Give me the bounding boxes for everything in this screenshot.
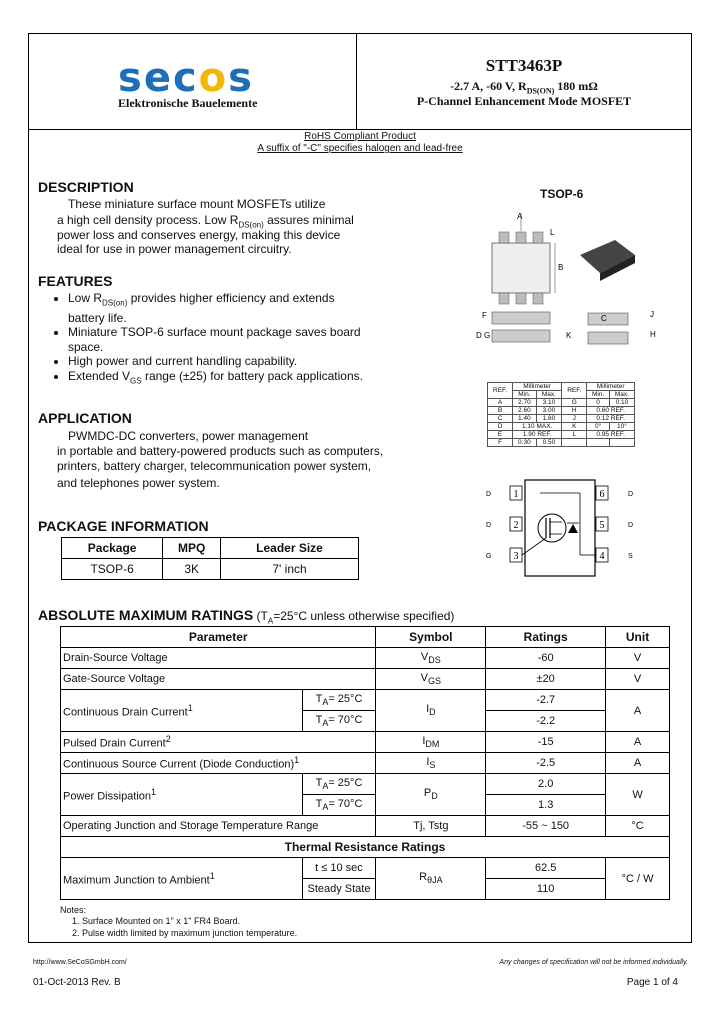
pin-number: 5 bbox=[599, 520, 605, 531]
table-header-cell: Unit bbox=[606, 627, 670, 648]
package-info-table bbox=[61, 537, 359, 580]
package-diagram-title: TSOP-6 bbox=[540, 187, 584, 201]
note-2: 2. Pulse width limited by maximum junction temperature. bbox=[72, 928, 298, 938]
table-row: Steady State 110 bbox=[61, 879, 670, 900]
part-number: STT3463P bbox=[485, 56, 563, 75]
table-header-row bbox=[61, 627, 670, 648]
brand-logo-text: secos bbox=[118, 55, 254, 101]
table-row: Power Dissipation$^1$ $T_A= 25^\circ C$ $P_D$ 2.0 W bbox=[61, 774, 670, 795]
rohs-note: RoHS Compliant Product bbox=[304, 131, 416, 142]
pin-number: 4 bbox=[599, 551, 605, 562]
table-header-cell: Min. bbox=[587, 391, 609, 399]
dim-label: G bbox=[484, 331, 491, 340]
feature-item: • High power and current handling capability. bbox=[68, 354, 368, 369]
feature-item: • Low $R_{DS(on)}$ provides higher efficiency and extends battery life. bbox=[68, 291, 368, 325]
table-row: $T_A= 70^\circ C$ -2.2 bbox=[61, 711, 670, 732]
table-header-cell: Parameter bbox=[61, 627, 376, 648]
pin-label-left: G bbox=[486, 553, 492, 560]
description-heading: DESCRIPTION bbox=[38, 179, 134, 195]
footer-date: 01-Oct-2013 Rev. B bbox=[33, 977, 121, 988]
table-header-cell: Millimeter bbox=[587, 383, 635, 391]
table-header-cell: REF. bbox=[488, 383, 513, 399]
pin-label-left: D bbox=[486, 522, 492, 529]
dim-label: L bbox=[550, 228, 555, 237]
table-row: F 0.30 0.50 bbox=[488, 439, 635, 447]
amr-heading: ABSOLUTE MAXIMUM RATINGS ($T_A=25^\circ C$ unless otherwise specified) bbox=[38, 607, 455, 626]
table-section-row bbox=[61, 837, 670, 858]
application-heading: APPLICATION bbox=[38, 410, 132, 426]
table-row: Continuous Source Current (Diode Conduction)$^1$ $I_S$ -2.5 A bbox=[61, 753, 670, 774]
table-header-cell: Min. bbox=[513, 391, 536, 399]
table-row: Drain-Source Voltage $V_{DS}$ -60 V bbox=[61, 648, 670, 669]
table-header-cell: Ratings bbox=[486, 627, 606, 648]
table-row: B 2.60 3.00 H 0.60 REF. bbox=[488, 407, 635, 415]
pinout-schematic bbox=[480, 478, 640, 578]
application-line-2: in portable and battery-powered products such as computers, bbox=[57, 444, 384, 458]
dim-label: J bbox=[650, 310, 654, 319]
thermal-heading: Thermal Resistance Ratings bbox=[61, 837, 670, 858]
footer-disclaimer: Any changes of specification will not be informed individually. bbox=[499, 959, 688, 966]
abs-max-ratings-table bbox=[60, 626, 670, 900]
spec-line: -2.7 A, -60 V, $R_{DS(ON)}$ 180 mΩ bbox=[450, 79, 598, 96]
brand-subtitle: Elektronische Bauelemente bbox=[118, 96, 258, 110]
table-row: Continuous Drain Current$^1$ $T_A= 25^\circ C$ $I_D$ -2.7 A bbox=[61, 690, 670, 711]
table-row: C 1.40 1.80 J 0.12 REF. bbox=[488, 415, 635, 423]
package-info-heading: PACKAGE INFORMATION bbox=[38, 518, 209, 534]
suffix-note: A suffix of "-C" specifies halogen and lead-free bbox=[257, 143, 463, 154]
dim-label: F bbox=[482, 311, 487, 320]
table-header-cell: Leader Size bbox=[221, 538, 359, 559]
table-row: Pulsed Drain Current$^2$ $I_{DM}$ -15 A bbox=[61, 732, 670, 753]
note-1: 1. Surface Mounted on 1" x 1" FR4 Board. bbox=[72, 916, 240, 926]
dim-label: D bbox=[476, 331, 482, 340]
table-row: $T_A= 70^\circ C$ 1.3 bbox=[61, 795, 670, 816]
table-cell: 3K bbox=[163, 559, 221, 580]
table-header-cell: Package bbox=[62, 538, 163, 559]
table-cell: TSOP-6 bbox=[62, 559, 163, 580]
header-divider-horizontal bbox=[28, 129, 692, 130]
table-row bbox=[62, 559, 359, 580]
pin-number: 3 bbox=[513, 551, 519, 562]
pin-label-left: D bbox=[486, 491, 492, 498]
footer-url[interactable]: http://www.SeCoSGmbH.com/ bbox=[33, 959, 127, 966]
feature-item: • Miniature TSOP-6 surface mount package saves board space. bbox=[68, 325, 368, 354]
package-outline-drawing bbox=[470, 205, 670, 380]
table-row: E 1.90 REF. L 0.95 REF. bbox=[488, 431, 635, 439]
dim-label: C bbox=[601, 314, 607, 323]
pin-label-right: D bbox=[628, 522, 634, 529]
table-header-row bbox=[488, 383, 635, 391]
pin-label-right: D bbox=[628, 491, 634, 498]
pin-label-right: S bbox=[628, 553, 633, 560]
table-cell: 7' inch bbox=[221, 559, 359, 580]
table-row: Operating Junction and Storage Temperature Range Tj, Tstg -55 ~ 150 °C bbox=[61, 816, 670, 837]
description-line-3: power loss and conserves energy, making this device bbox=[57, 228, 341, 242]
dim-label: K bbox=[566, 331, 572, 340]
dim-label: A bbox=[517, 212, 523, 221]
description-line-2: a high cell density process. Low $R_{DS(on)}$ assures minimal bbox=[57, 213, 354, 230]
dim-label: H bbox=[650, 330, 656, 339]
table-row: Maximum Junction to Ambient$^1$ t ≤ 10 sec $R_{\theta JA}$ 62.5 °C / W bbox=[61, 858, 670, 879]
table-header-cell: MPQ bbox=[163, 538, 221, 559]
pin-number: 6 bbox=[599, 489, 605, 500]
table-header-cell: Millimeter bbox=[513, 383, 562, 391]
table-row: Gate-Source Voltage $V_{GS}$ ±20 V bbox=[61, 669, 670, 690]
dimension-table bbox=[487, 382, 635, 447]
pin-number: 2 bbox=[513, 520, 519, 531]
notes-title: Notes: bbox=[60, 905, 87, 915]
table-header-cell: REF. bbox=[562, 383, 587, 399]
footer-page: Page 1 of 4 bbox=[626, 977, 678, 988]
table-header-cell: Max. bbox=[609, 391, 634, 399]
brand-logo bbox=[118, 55, 254, 101]
application-line-1: PWMDC-DC converters, power management bbox=[68, 429, 309, 443]
table-row: D 1.10 MAX. K 0° 10° bbox=[488, 423, 635, 431]
table-header-cell: Symbol bbox=[376, 627, 486, 648]
dim-label: B bbox=[558, 263, 564, 272]
device-type: P-Channel Enhancement Mode MOSFET bbox=[416, 94, 632, 108]
table-header-row bbox=[62, 538, 359, 559]
table-row: A 2.70 3.10 G 0 0.10 bbox=[488, 399, 635, 407]
description-line-1: These miniature surface mount MOSFETs utilize bbox=[68, 197, 326, 211]
application-line-3: printers, battery charger, telecommunication power system, bbox=[57, 459, 372, 473]
description-line-4: ideal for use in power management circuitry. bbox=[57, 242, 292, 256]
table-header-cell: Max. bbox=[536, 391, 562, 399]
application-line-4: and telephones power system. bbox=[57, 476, 220, 490]
features-heading: FEATURES bbox=[38, 273, 113, 289]
pin-number: 1 bbox=[513, 489, 519, 500]
feature-item: • Extended $V_{GS}$ range (±25) for battery pack applications. bbox=[68, 369, 368, 389]
features-list bbox=[48, 291, 368, 389]
